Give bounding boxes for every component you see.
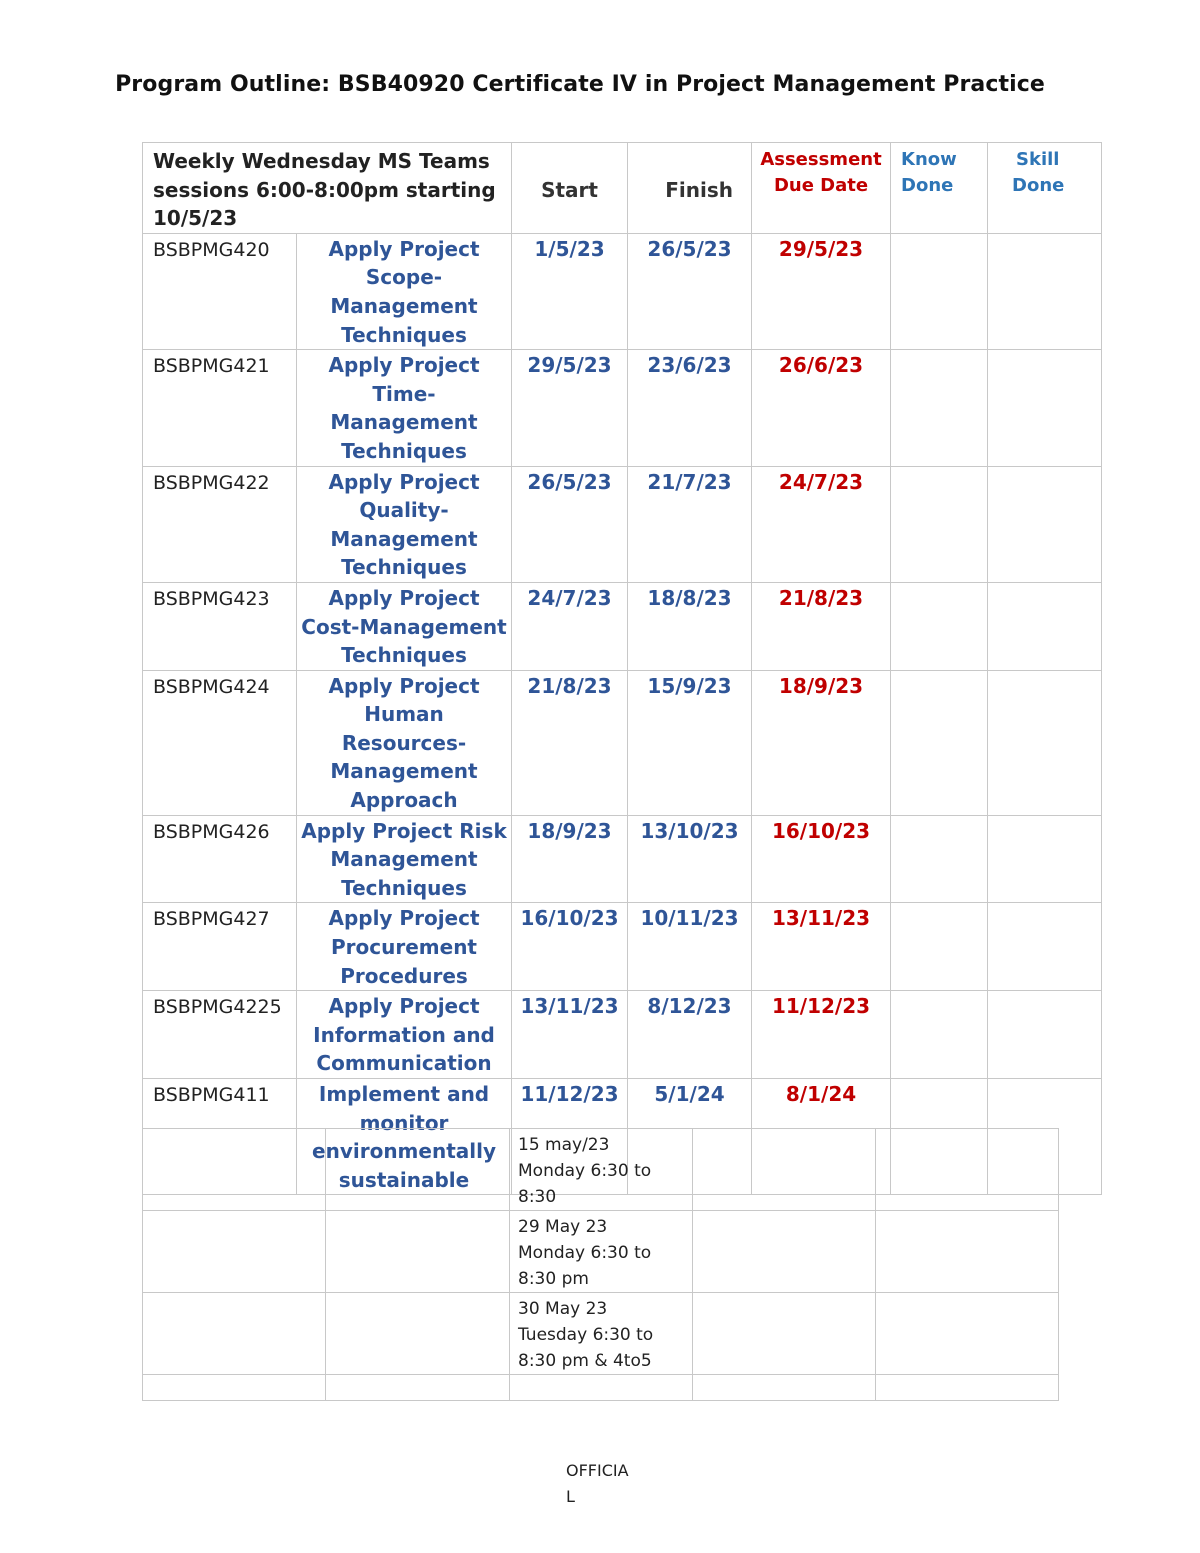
assessment-due-date: 21/8/23 bbox=[752, 582, 891, 670]
know-header-line2: Done bbox=[901, 175, 954, 196]
assessment-header-line1: Assessment bbox=[760, 149, 882, 170]
finish-date: 23/6/23 bbox=[628, 350, 752, 466]
assessment-due-date: 26/6/23 bbox=[752, 350, 891, 466]
start-date: 11/12/23 bbox=[512, 1079, 628, 1195]
program-outline-table bbox=[142, 142, 1102, 1195]
schedule-line1: 30 May 23 bbox=[518, 1299, 608, 1319]
finish-date: 10/11/23 bbox=[628, 903, 752, 991]
skill-done-cell bbox=[988, 466, 1102, 582]
unit-code: BSBPMG420 bbox=[143, 233, 297, 349]
skill-header-line2: Done bbox=[1012, 175, 1065, 196]
schedule-line2: Monday 6:30 to bbox=[518, 1161, 652, 1181]
assessment-due-date: 16/10/23 bbox=[752, 815, 891, 903]
finish-date: 8/12/23 bbox=[628, 991, 752, 1079]
finish-date: 15/9/23 bbox=[628, 670, 752, 815]
schedule-line1: 15 may/23 bbox=[518, 1135, 610, 1155]
know-done-cell bbox=[891, 670, 988, 815]
skill-done-cell bbox=[988, 903, 1102, 991]
know-done-cell bbox=[891, 233, 988, 349]
unit-name: Apply Project Time-Management Techniques bbox=[297, 350, 512, 466]
schedule-line3: 8:30 bbox=[518, 1187, 557, 1207]
schedule-empty-cell bbox=[510, 1375, 693, 1401]
footer-line1: OFFICIA bbox=[566, 1461, 629, 1480]
schedule-line3: 8:30 pm & 4to5 bbox=[518, 1351, 652, 1371]
schedule-row bbox=[143, 1211, 1059, 1293]
skill-done-cell bbox=[988, 670, 1102, 815]
skill-done-header bbox=[988, 143, 1102, 234]
schedule-empty-cell bbox=[326, 1375, 510, 1401]
unit-code: BSBPMG423 bbox=[143, 582, 297, 670]
assessment-due-date: 13/11/23 bbox=[752, 903, 891, 991]
know-done-cell bbox=[891, 903, 988, 991]
unit-name: Apply Project Quality-Management Techniques bbox=[297, 466, 512, 582]
schedule-line2: Tuesday 6:30 to bbox=[518, 1325, 654, 1345]
schedule-empty-cell bbox=[876, 1129, 1059, 1211]
schedule-row bbox=[143, 1375, 1059, 1401]
finish-date: 21/7/23 bbox=[628, 466, 752, 582]
session-schedule-table bbox=[142, 1128, 1059, 1401]
schedule-session-cell bbox=[510, 1293, 693, 1375]
schedule-empty-cell bbox=[143, 1129, 326, 1211]
unit-name: Apply Project Risk Management Techniques bbox=[297, 815, 512, 903]
schedule-empty-cell bbox=[693, 1293, 876, 1375]
unit-name: Apply Project Procurement Procedures bbox=[297, 903, 512, 991]
know-done-cell bbox=[891, 815, 988, 903]
unit-code: BSBPMG421 bbox=[143, 350, 297, 466]
schedule-empty-cell bbox=[143, 1375, 326, 1401]
know-done-header bbox=[891, 143, 988, 234]
finish-header: Finish bbox=[628, 143, 752, 234]
schedule-empty-cell bbox=[693, 1211, 876, 1293]
start-date: 1/5/23 bbox=[512, 233, 628, 349]
classification-label bbox=[566, 1458, 629, 1510]
skill-header-line1: Skill bbox=[1016, 149, 1060, 170]
assessment-due-date: 29/5/23 bbox=[752, 233, 891, 349]
table-row bbox=[143, 991, 1102, 1079]
know-header-line1: Know bbox=[901, 149, 957, 170]
schedule-empty-cell bbox=[693, 1129, 876, 1211]
assessment-due-date: 24/7/23 bbox=[752, 466, 891, 582]
page-title: Program Outline: BSB40920 Certificate IV in Project Management Practice bbox=[115, 72, 1045, 97]
skill-done-cell bbox=[988, 815, 1102, 903]
schedule-row bbox=[143, 1293, 1059, 1375]
assessment-due-date: 11/12/23 bbox=[752, 991, 891, 1079]
schedule-line1: 29 May 23 bbox=[518, 1217, 608, 1237]
footer-line2: L bbox=[566, 1487, 575, 1506]
schedule-empty-cell bbox=[876, 1211, 1059, 1293]
schedule-row bbox=[143, 1129, 1059, 1211]
assessment-due-header bbox=[752, 143, 891, 234]
know-done-cell bbox=[891, 582, 988, 670]
table-row bbox=[143, 815, 1102, 903]
unit-code: BSBPMG426 bbox=[143, 815, 297, 903]
unit-code: BSBPMG427 bbox=[143, 903, 297, 991]
start-date: 26/5/23 bbox=[512, 466, 628, 582]
finish-date: 5/1/24 bbox=[628, 1079, 752, 1195]
schedule-session-cell bbox=[510, 1129, 693, 1211]
know-done-cell bbox=[891, 466, 988, 582]
unit-code: BSBPMG422 bbox=[143, 466, 297, 582]
unit-name: Apply Project Information and Communication bbox=[297, 991, 512, 1079]
table-row bbox=[143, 350, 1102, 466]
table-row bbox=[143, 582, 1102, 670]
schedule-empty-cell bbox=[326, 1129, 510, 1211]
schedule-empty-cell bbox=[326, 1293, 510, 1375]
unit-name: Apply Project Human Resources-Management Approach bbox=[297, 670, 512, 815]
skill-done-cell bbox=[988, 582, 1102, 670]
schedule-empty-cell bbox=[143, 1293, 326, 1375]
start-date: 16/10/23 bbox=[512, 903, 628, 991]
schedule-empty-cell bbox=[876, 1293, 1059, 1375]
unit-name: Implement and monitor environmentally sustainable bbox=[297, 1079, 512, 1195]
assessment-due-date: 18/9/23 bbox=[752, 670, 891, 815]
finish-date: 13/10/23 bbox=[628, 815, 752, 903]
skill-done-cell bbox=[988, 991, 1102, 1079]
table-row bbox=[143, 670, 1102, 815]
unit-code: BSBPMG424 bbox=[143, 670, 297, 815]
know-done-cell bbox=[891, 991, 988, 1079]
table-header-row bbox=[143, 143, 1102, 234]
finish-date: 26/5/23 bbox=[628, 233, 752, 349]
know-done-cell bbox=[891, 350, 988, 466]
skill-done-cell bbox=[988, 350, 1102, 466]
start-date: 24/7/23 bbox=[512, 582, 628, 670]
schedule-empty-cell bbox=[326, 1211, 510, 1293]
start-date: 13/11/23 bbox=[512, 991, 628, 1079]
schedule-empty-cell bbox=[693, 1375, 876, 1401]
start-date: 21/8/23 bbox=[512, 670, 628, 815]
table-row bbox=[143, 233, 1102, 349]
table-row bbox=[143, 466, 1102, 582]
assessment-header-line2: Due Date bbox=[773, 175, 869, 196]
table-row bbox=[143, 903, 1102, 991]
unit-code: BSBPMG411 bbox=[143, 1079, 297, 1195]
schedule-line3: 8:30 pm bbox=[518, 1269, 589, 1289]
unit-name: Apply Project Cost-Management Techniques bbox=[297, 582, 512, 670]
schedule-empty-cell bbox=[143, 1211, 326, 1293]
finish-date: 18/8/23 bbox=[628, 582, 752, 670]
start-date: 18/9/23 bbox=[512, 815, 628, 903]
start-header: Start bbox=[512, 143, 628, 234]
sessions-header: Weekly Wednesday MS Teams sessions 6:00-8:00pm starting 10/5/23 bbox=[143, 143, 512, 234]
schedule-empty-cell bbox=[876, 1375, 1059, 1401]
schedule-session-cell bbox=[510, 1211, 693, 1293]
skill-done-cell bbox=[988, 233, 1102, 349]
assessment-due-date: 8/1/24 bbox=[752, 1079, 891, 1195]
unit-name: Apply Project Scope-Management Techniques bbox=[297, 233, 512, 349]
unit-code: BSBPMG4225 bbox=[143, 991, 297, 1079]
schedule-line2: Monday 6:30 to bbox=[518, 1243, 652, 1263]
start-date: 29/5/23 bbox=[512, 350, 628, 466]
